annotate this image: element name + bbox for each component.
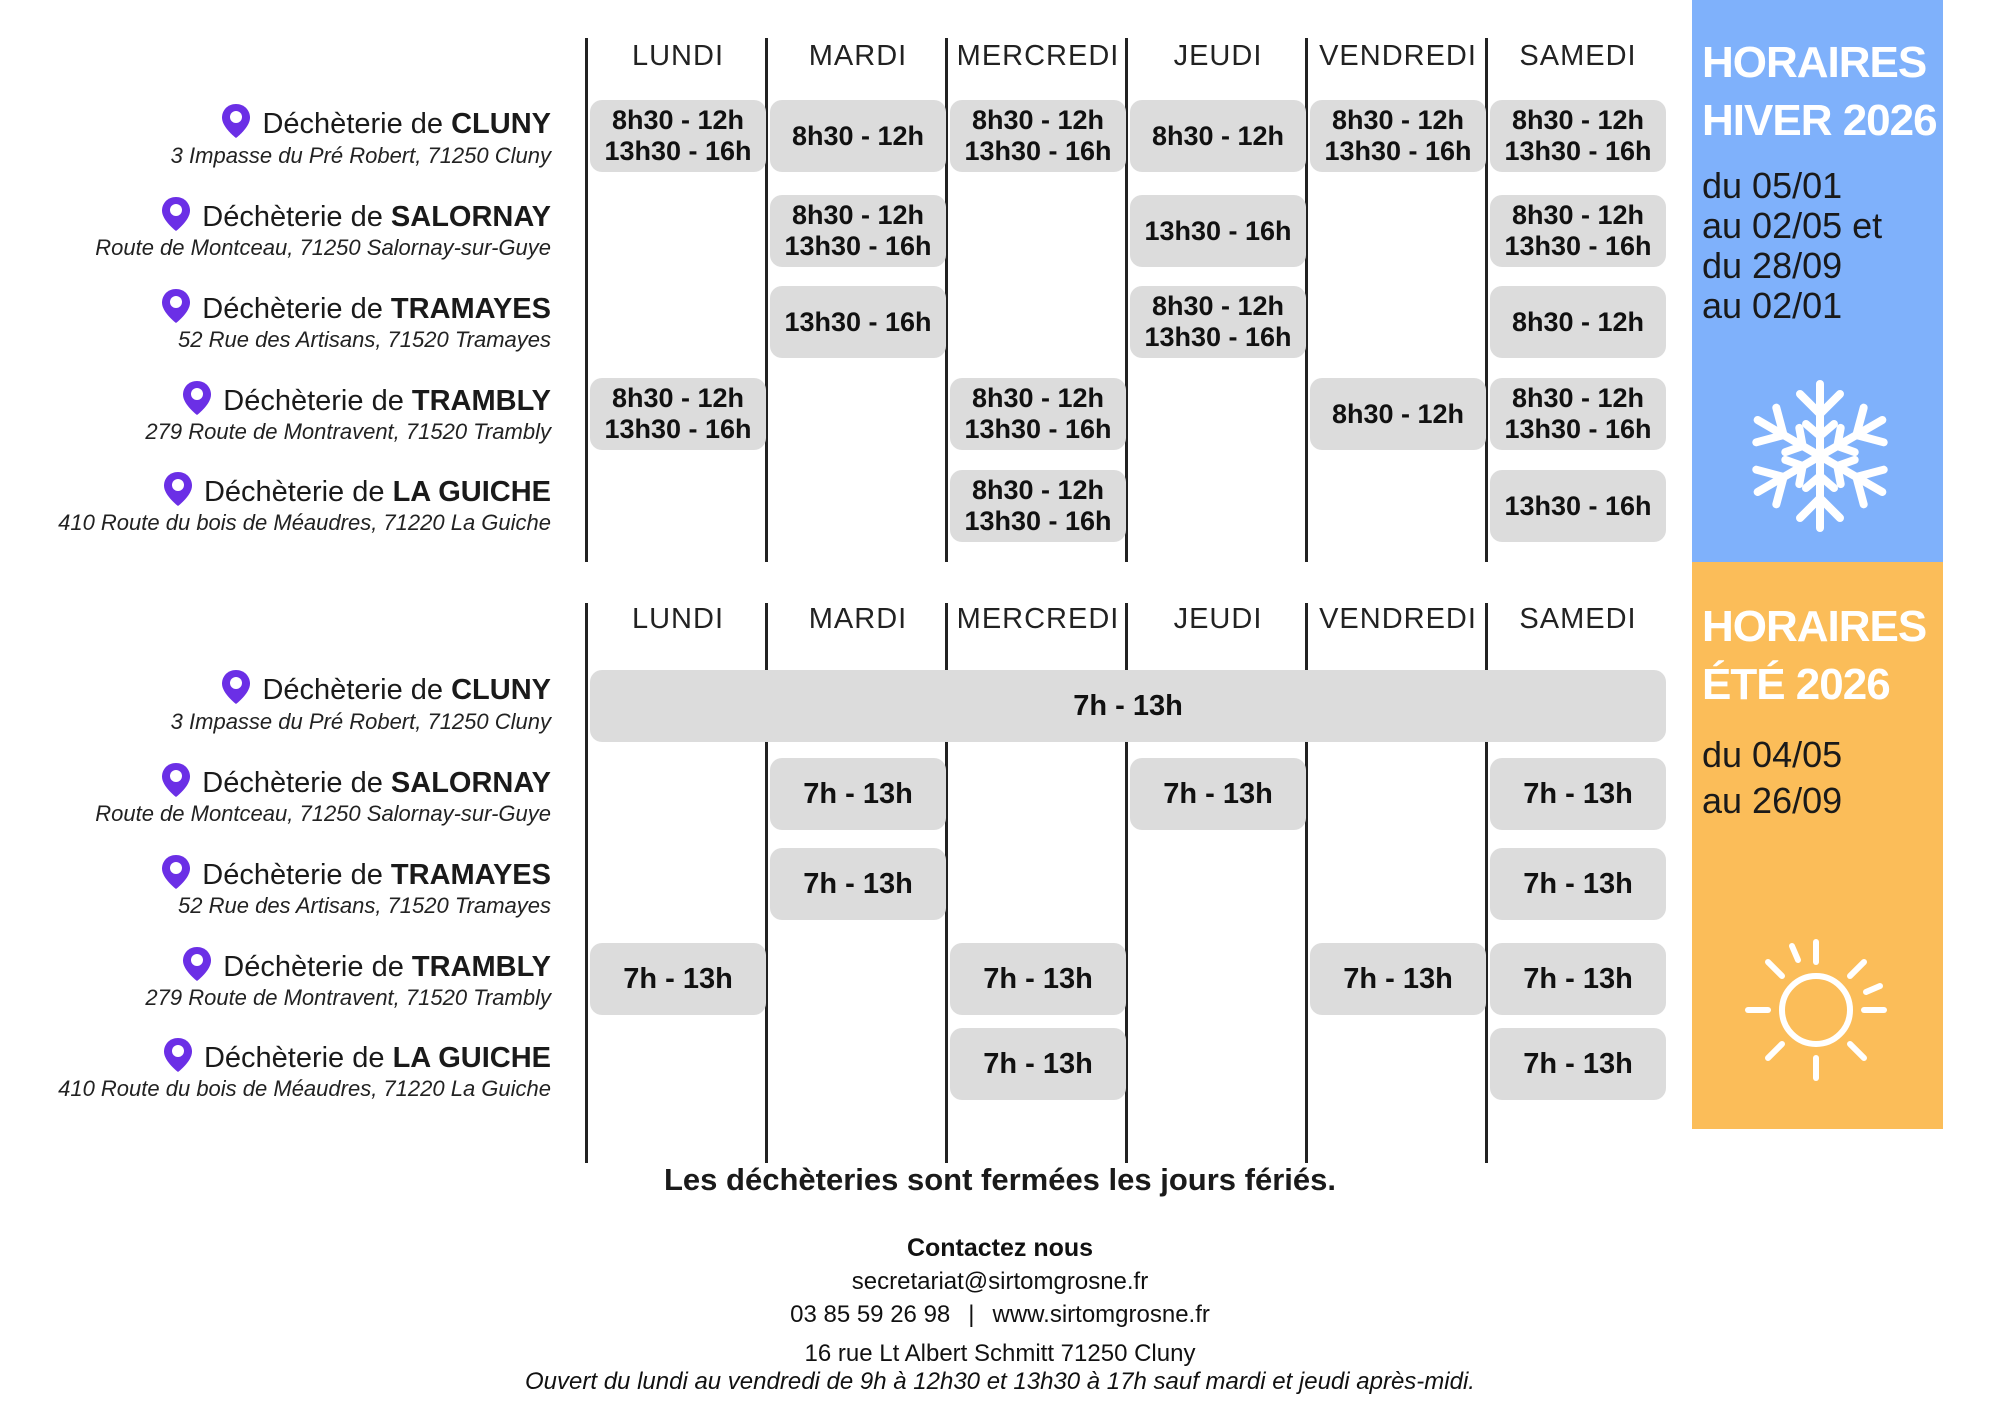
site-name-salornay — [160, 196, 551, 240]
location-pin-icon — [181, 380, 213, 424]
location-pin-icon — [160, 288, 192, 332]
location-pin-icon — [160, 196, 192, 240]
site-prefix: Déchèterie de — [223, 951, 412, 983]
opening-hours-text: 13h30 - 16h — [964, 506, 1112, 536]
day-header-mercredi: MERCREDI — [956, 603, 1120, 635]
site-town: TRAMBLY — [411, 951, 551, 983]
opening-hours-text: 13h30 - 16h — [604, 136, 752, 166]
site-town: CLUNY — [451, 674, 551, 706]
site-town: TRAMBLY — [411, 385, 551, 417]
schedule-cell — [770, 286, 946, 358]
location-pin-icon — [220, 103, 252, 147]
opening-hours-text: 13h30 - 16h — [1504, 231, 1652, 261]
opening-hours-text: 7h - 13h — [1523, 962, 1633, 995]
day-header-mardi: MARDI — [808, 603, 908, 635]
winter-title-line2: HIVER 2026 — [1702, 96, 1937, 145]
winter-date-line: au 02/05 et — [1702, 205, 1883, 246]
opening-hours-text: 13h30 - 16h — [1504, 414, 1652, 444]
site-name-trambly — [181, 946, 551, 990]
winter-banner — [1692, 0, 1943, 562]
location-pin-icon — [220, 669, 252, 713]
day-header-vendredi: VENDREDI — [1319, 40, 1477, 72]
site-address: 279 Route de Montravent, 71520 Trambly — [145, 985, 551, 1010]
site-prefix: Déchèterie de — [203, 1042, 393, 1074]
opening-hours-text: 8h30 - 12h — [611, 383, 745, 413]
contact-phone-web — [0, 1298, 2000, 1331]
site-prefix: Déchèterie de — [202, 859, 391, 891]
summer-title-line2: ÉTÉ 2026 — [1702, 660, 1890, 709]
opening-hours-text: 13h30 - 16h — [1504, 490, 1652, 521]
day-header-samedi: SAMEDI — [1519, 603, 1637, 635]
summer-date-line: au 26/09 — [1702, 780, 1843, 821]
contact-block — [0, 1232, 2000, 1395]
contact-opening-hours: Ouvert du lundi au vendredi de 9h à 12h30 et 13h30 à 17h sauf mardi et jeudi après-midi. — [525, 1368, 1475, 1395]
schedule-cell — [1130, 195, 1306, 267]
site-name-la-guiche — [162, 1037, 551, 1081]
site-town: SALORNAY — [390, 767, 551, 799]
summer-banner — [1692, 562, 1943, 1129]
location-pin-icon — [160, 854, 192, 898]
winter-date-line: du 28/09 — [1702, 245, 1843, 286]
site-town: TRAMAYES — [390, 859, 551, 891]
site-prefix: Déchèterie de — [203, 476, 393, 508]
schedule-cell — [770, 758, 946, 830]
location-pin-icon — [181, 946, 213, 990]
schedule-cell — [1130, 100, 1306, 172]
schedule-cell — [770, 195, 946, 267]
summer-title-line1: HORAIRES — [1702, 602, 1927, 651]
site-name-salornay — [160, 762, 551, 806]
opening-hours-text: 8h30 - 12h — [971, 475, 1105, 505]
schedule-cell — [1490, 943, 1666, 1015]
site-address: 3 Impasse du Pré Robert, 71250 Cluny — [170, 143, 551, 168]
opening-hours-text: 7h - 13h — [1163, 777, 1273, 810]
opening-hours-text: 7h - 13h — [983, 962, 1093, 995]
schedule-cell — [1490, 470, 1666, 542]
opening-hours-text: 7h - 13h — [1343, 962, 1453, 995]
site-town: LA GUICHE — [392, 476, 551, 508]
contact-separator: | — [968, 1301, 975, 1328]
holiday-closure-note: Les déchèteries sont fermées les jours fériés. — [664, 1162, 1336, 1197]
site-address: 279 Route de Montravent, 71520 Trambly — [145, 419, 551, 444]
column-divider — [585, 38, 588, 562]
schedule-cell — [1490, 286, 1666, 358]
summer-date-line: du 04/05 — [1702, 734, 1843, 775]
opening-hours-text: 7h - 13h — [1523, 1047, 1633, 1080]
site-address: 410 Route du bois de Méaudres, 71220 La Guiche — [58, 510, 551, 535]
opening-hours-text: 8h30 - 12h — [1151, 291, 1285, 321]
winter-date-line: au 02/01 — [1702, 285, 1843, 326]
site-address: 52 Rue des Artisans, 71520 Tramayes — [178, 893, 551, 918]
opening-hours-text: 8h30 - 12h — [791, 200, 925, 230]
schedule-cell — [950, 470, 1126, 542]
site-name-cluny — [220, 669, 551, 713]
opening-hours-text: 7h - 13h — [1073, 689, 1183, 722]
contact-title: Contactez nous — [906, 1234, 1094, 1262]
opening-hours-text: 13h30 - 16h — [784, 231, 932, 261]
schedule-cell — [770, 848, 946, 920]
schedule-cell — [950, 1028, 1126, 1100]
schedule-cell — [1490, 195, 1666, 267]
schedule-cell — [1130, 758, 1306, 830]
opening-hours-text: 8h30 - 12h — [1151, 120, 1285, 151]
opening-hours-text: 7h - 13h — [983, 1047, 1093, 1080]
location-pin-icon — [162, 1037, 194, 1081]
opening-hours-text: 13h30 - 16h — [784, 306, 932, 337]
site-prefix: Déchèterie de — [202, 293, 391, 325]
site-town: CLUNY — [451, 108, 551, 140]
site-address: Route de Montceau, 71250 Salornay-sur-Guye — [95, 801, 551, 826]
site-prefix: Déchèterie de — [202, 767, 391, 799]
column-divider — [585, 603, 588, 1163]
schedule-cell — [1490, 758, 1666, 830]
day-header-jeudi: JEUDI — [1173, 603, 1263, 635]
contact-phone[interactable]: 03 85 59 26 98 — [790, 1301, 951, 1328]
schedule-cell — [590, 378, 766, 450]
winter-dates — [1702, 166, 1882, 326]
site-address: 410 Route du bois de Méaudres, 71220 La Guiche — [58, 1076, 551, 1101]
opening-hours-text: 13h30 - 16h — [964, 414, 1112, 444]
opening-hours-text: 8h30 - 12h — [611, 105, 745, 135]
contact-website[interactable]: www.sirtomgrosne.fr — [992, 1301, 1210, 1328]
winter-title-line1: HORAIRES — [1702, 38, 1927, 87]
schedule-cell — [950, 378, 1126, 450]
sun-icon — [1740, 934, 1892, 1086]
opening-hours-text: 8h30 - 12h — [1331, 105, 1465, 135]
schedule-cell — [1310, 100, 1486, 172]
opening-hours-text: 13h30 - 16h — [604, 414, 752, 444]
day-header-samedi: SAMEDI — [1519, 40, 1637, 72]
schedule-cell — [1490, 100, 1666, 172]
opening-hours-text: 8h30 - 12h — [1511, 200, 1645, 230]
site-address: 52 Rue des Artisans, 71520 Tramayes — [178, 327, 551, 352]
opening-hours-text: 7h - 13h — [803, 777, 913, 810]
cluny-all-week-cell — [590, 670, 1666, 742]
site-town: TRAMAYES — [390, 293, 551, 325]
opening-hours-text: 8h30 - 12h — [791, 120, 925, 151]
site-prefix: Déchèterie de — [262, 108, 452, 140]
site-prefix: Déchèterie de — [202, 201, 391, 233]
site-name-trambly — [181, 380, 551, 424]
site-name-tramayes — [160, 288, 551, 332]
site-prefix: Déchèterie de — [262, 674, 452, 706]
opening-hours-text: 8h30 - 12h — [971, 105, 1105, 135]
schedule-cell — [1310, 943, 1486, 1015]
site-address: Route de Montceau, 71250 Salornay-sur-Guye — [95, 235, 551, 260]
day-header-mercredi: MERCREDI — [956, 40, 1120, 72]
day-header-vendredi: VENDREDI — [1319, 603, 1477, 635]
day-header-lundi: LUNDI — [631, 603, 724, 635]
winter-date-line: du 05/01 — [1702, 165, 1843, 206]
contact-address: 16 rue Lt Albert Schmitt 71250 Cluny — [804, 1340, 1196, 1367]
site-name-cluny — [220, 103, 551, 147]
schedule-cell — [1490, 848, 1666, 920]
opening-hours-text: 8h30 - 12h — [971, 383, 1105, 413]
location-pin-icon — [160, 762, 192, 806]
opening-hours-text: 13h30 - 16h — [1504, 136, 1652, 166]
contact-email[interactable]: secretariat@sirtomgrosne.fr — [851, 1268, 1149, 1295]
opening-hours-text: 13h30 - 16h — [1144, 215, 1292, 246]
day-header-lundi: LUNDI — [631, 40, 724, 72]
opening-hours-text: 13h30 - 16h — [1144, 322, 1292, 352]
opening-hours-text: 7h - 13h — [623, 962, 733, 995]
opening-hours-text: 8h30 - 12h — [1331, 398, 1465, 429]
schedule-cell — [950, 100, 1126, 172]
snowflake-icon — [1744, 378, 1896, 534]
opening-hours-text: 8h30 - 12h — [1511, 306, 1645, 337]
schedule-cell — [1490, 378, 1666, 450]
schedule-cell — [950, 943, 1126, 1015]
site-name-tramayes — [160, 854, 551, 898]
summer-dates — [1702, 732, 1842, 824]
opening-hours-text: 13h30 - 16h — [964, 136, 1112, 166]
site-address: 3 Impasse du Pré Robert, 71250 Cluny — [170, 709, 551, 734]
site-prefix: Déchèterie de — [223, 385, 412, 417]
schedule-cell — [770, 100, 946, 172]
schedule-cell — [1310, 378, 1486, 450]
opening-hours-text: 8h30 - 12h — [1511, 105, 1645, 135]
opening-hours-text: 7h - 13h — [803, 867, 913, 900]
location-pin-icon — [162, 471, 194, 515]
opening-hours-text: 8h30 - 12h — [1511, 383, 1645, 413]
schedule-cell — [1490, 1028, 1666, 1100]
schedule-cell — [590, 100, 766, 172]
opening-hours-text: 13h30 - 16h — [1324, 136, 1472, 166]
opening-hours-text: 7h - 13h — [1523, 777, 1633, 810]
opening-hours-text: 7h - 13h — [1523, 867, 1633, 900]
schedule-cell — [590, 943, 766, 1015]
day-header-mardi: MARDI — [808, 40, 908, 72]
day-header-jeudi: JEUDI — [1173, 40, 1263, 72]
site-name-la-guiche — [162, 471, 551, 515]
site-town: SALORNAY — [390, 201, 551, 233]
site-town: LA GUICHE — [392, 1042, 551, 1074]
schedule-cell — [1130, 286, 1306, 358]
